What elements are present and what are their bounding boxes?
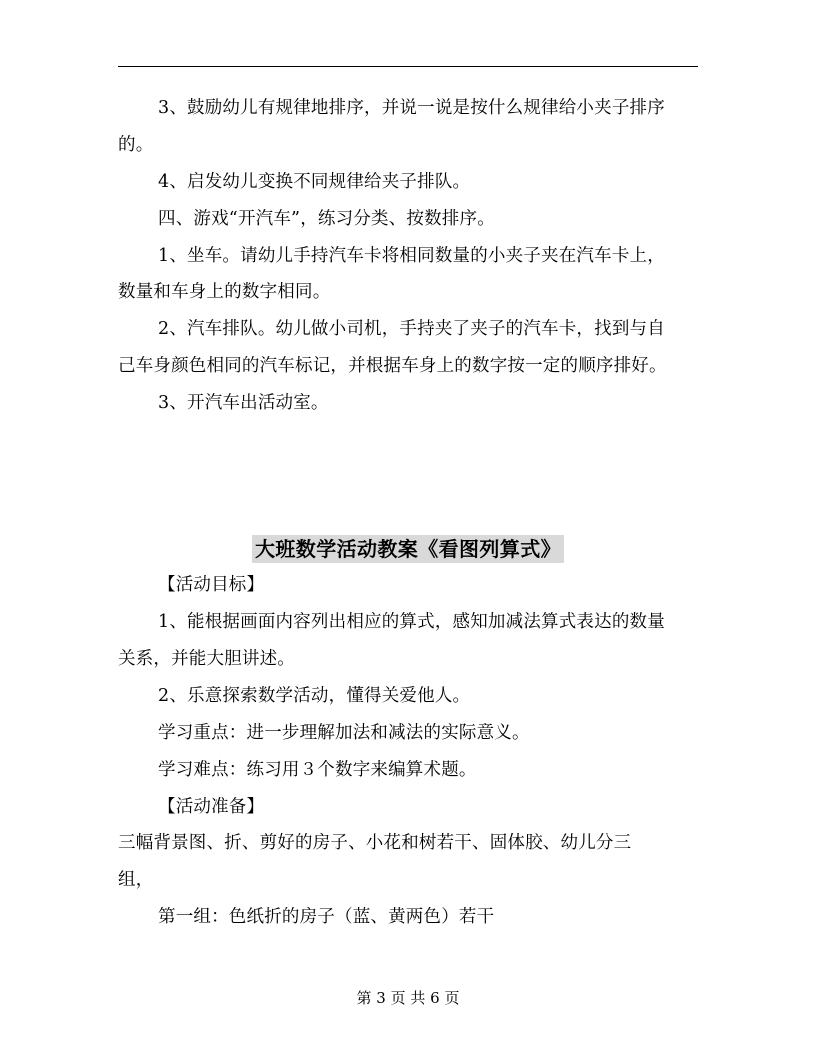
paragraph-line: 1、能根据画面内容列出相应的算式，感知加减法算式表达的数量: [158, 612, 665, 632]
paragraph-line: 学习重点：进一步理解加法和减法的实际意义。: [158, 723, 530, 743]
paragraph-line: 组，: [118, 870, 154, 890]
paragraph-line: 3、开汽车出活动室。: [158, 393, 329, 413]
paragraph-line: 2、乐意探索数学活动，懂得关爱他人。: [158, 686, 471, 706]
section-heading: 【活动准备】: [158, 797, 265, 817]
paragraph-line: 3、鼓励幼儿有规律地排序，并说一说是按什么规律给小夹子排序: [158, 98, 665, 118]
paragraph-line: 关系，并能大胆讲述。: [118, 649, 295, 669]
paragraph-line: 学习难点：练习用３个数字来编算术题。: [158, 760, 477, 780]
section-title: 大班数学活动教案《看图列算式》: [252, 535, 564, 563]
section-title-wrap: [248, 535, 568, 563]
section-heading: 【活动目标】: [158, 575, 265, 595]
paragraph-line: 己车身颜色相同的汽车标记，并根据车身上的数字按一定的顺序排好。: [118, 356, 667, 376]
paragraph-line: 三幅背景图、折、剪好的房子、小花和树若干、固体胶、幼儿分三: [118, 833, 632, 853]
paragraph-line: 2、汽车排队。幼儿做小司机，手持夹了夹子的汽车卡，找到与自: [158, 319, 665, 339]
page-footer: 第 3 页 共 6 页: [356, 989, 460, 1007]
paragraph-line: 的。: [118, 135, 154, 155]
header-rule: [118, 66, 698, 67]
paragraph-line: 数量和车身上的数字相同。: [118, 282, 331, 302]
paragraph-line: 四、游戏“开汽车”，练习分类、按数排序。: [158, 209, 495, 229]
paragraph-line: 4、启发幼儿变换不同规律给夹子排队。: [158, 172, 471, 192]
paragraph-line: 1、坐车。请幼儿手持汽车卡将相同数量的小夹子夹在汽车卡上，: [158, 246, 665, 266]
paragraph-line: 第一组：色纸折的房子（蓝、黄两色）若干: [158, 907, 495, 927]
